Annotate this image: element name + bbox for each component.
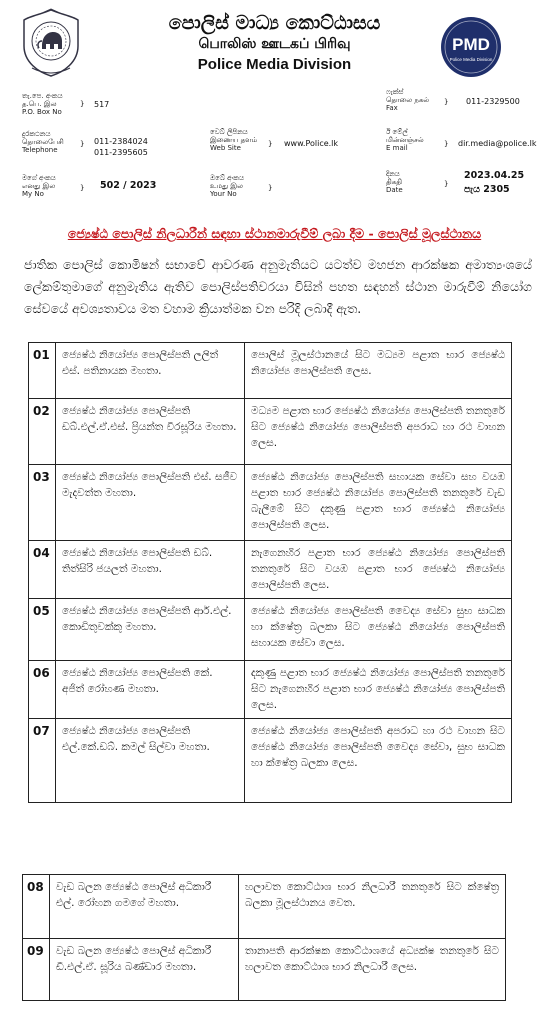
row-number: 05 bbox=[29, 599, 56, 661]
table-row bbox=[29, 719, 512, 803]
my-no-label: මගේ අංකය எனது இல My No bbox=[22, 174, 56, 198]
table-row bbox=[23, 939, 506, 1001]
officer-name: වැඩ බලන ජ්‍යෙෂ්ඨ පොලිස් අධිකාරී එල්. රෝහන ගමගේ මහතා. bbox=[50, 875, 239, 939]
telephone-value-2: 011-2395605 bbox=[94, 148, 148, 157]
officer-name: ජ්‍යෙෂ්ඨ නියෝජ්‍ය පොලිස්පති ආර්.එල්. කොඩිතුවක්කු මහතා. bbox=[56, 599, 245, 661]
transfer-description: හලාවත කොට්ඨාශ භාර නිලධාරී තනතුරේ සිට ක්ෂේත්‍ර බලකා මූලස්ථානය වෙත. bbox=[239, 875, 506, 939]
table-row bbox=[29, 343, 512, 399]
email-value: dir.media@police.lk bbox=[458, 139, 537, 148]
title-sinhala: පොලිස් මාධ්‍ය කොට්ඨාසය bbox=[168, 12, 381, 34]
transfer-description: ජ්‍යෙෂ්ඨ නියෝජ්‍ය පොලිස්පති අපරාධ හා රථ වාහන සිට ජ්‍යෙෂ්ඨ නියෝජ්‍ය පොලිස්පති වෛද්‍ය සේවා, සුභ සාධක හා ක්ෂේත්‍ර බලකා ලෙස. bbox=[245, 719, 512, 803]
pmd-logo-text: PMD bbox=[452, 35, 490, 54]
pmd-logo-subtext: Police Media Division bbox=[449, 57, 493, 62]
pobox-label: තැ.පෙ. අංකය த.பெ. இல P.O. Box No bbox=[22, 92, 63, 116]
my-no-value: 502 / 2023 bbox=[100, 180, 157, 191]
transfer-description: පොලිස් මූලස්ථානයේ සිට මධ්‍යම පළාත භාර ජ්‍යෙෂ්ඨ නියෝජ්‍ය පොලිස්පති ලෙස. bbox=[245, 343, 512, 399]
row-number: 02 bbox=[29, 399, 56, 465]
transfer-description: ජ්‍යෙෂ්ඨ නියෝජ්‍ය පොලිස්පති වෛද්‍ය සේවා සුභ සාධක හා ක්ෂේත්‍ර බලකා සිට ජ්‍යෙෂ්ඨ නියෝජ්‍ය පොලිස්පති සහායක සේවා ලෙස. bbox=[245, 599, 512, 661]
officer-name: ජ්‍යෙෂ්ඨ නියෝජ්‍ය පොලිස්පති ඩබ්.එල්.ඒ.එස්. ප්‍රියන්ත වීරසූරිය මහතා. bbox=[56, 399, 245, 465]
title-tamil: பொலிஸ் ஊடகப் பிரிவு bbox=[198, 36, 351, 52]
pobox-value: 517 bbox=[94, 100, 110, 109]
officer-name: ජ්‍යෙෂ්ඨ නියෝජ්‍ය පොලිස්පති එල්.කේ.ඩබ්. කමල් සිල්වා මහතා. bbox=[56, 719, 245, 803]
pmd-logo-icon bbox=[440, 16, 502, 78]
fax-label: ෆැක්ස් தொலை நகல் Fax bbox=[386, 88, 430, 112]
table-row bbox=[29, 399, 512, 465]
transfer-description: මධ්‍යම පළාත භාර ජ්‍යෙෂ්ඨ නියෝජ්‍ය පොලිස්පති තනතුරේ සිට ජ්‍යෙෂ්ඨ නියෝජ්‍ය පොලිස්පති අපරාධ හා රථ වාහන ලෙස. bbox=[245, 399, 512, 465]
letterhead bbox=[0, 0, 549, 73]
officer-name: ජ්‍යෙෂ්ඨ නියෝජ්‍ය පොලිස්පති ඩබ්. තිත්සිරි ජයලත් මහතා. bbox=[56, 541, 245, 599]
table-row bbox=[29, 541, 512, 599]
date-label: දිනය திகதி Date bbox=[386, 170, 403, 194]
email-label: ඊ මේල් மின்னஞ்சல் E mail bbox=[386, 128, 424, 152]
row-number: 07 bbox=[29, 719, 56, 803]
table-row bbox=[29, 661, 512, 719]
row-number: 03 bbox=[29, 465, 56, 541]
transfer-table-1 bbox=[28, 342, 512, 803]
headline: ජ්‍යෙෂ්ඨ පොලිස් නිලධාරීන් සඳහා ස්ථානමාරුවීම් ලබා දීම - පොලිස් මූලස්ථානය bbox=[67, 226, 482, 241]
transfer-description: තානාපති ආරක්ෂක කොට්ඨාශයේ අධ්‍යක්ෂ තනතුරේ සිට හලාවත කොට්ඨාශ භාර නිලධාරී ලෙස. bbox=[239, 939, 506, 1001]
letter-info-block: තැ.පෙ. අංකය த.பெ. இல P.O. Box No } 517 දුරකථනය தொலைபேசி Telephone } 011-2384024 011-2395605 මගේ අංකය எனது இல My No } 502 / 2023 වෙබ් ලිපිනය இணைய தளம் Web Site } www.Police.lk ඔබේ අංකය உமது இல Your No } ෆැක්ස් தொலை நகல் Fax } 011-2329500 ඊ මේල් மின்னஞ்சல் E mail } dir.media@police.lk දිනය திகதி Date } 2023.04.25 පැය 2305 bbox=[22, 88, 537, 198]
website-value: www.Police.lk bbox=[284, 139, 339, 148]
transfer-table-2 bbox=[22, 874, 506, 1001]
officer-name: වැඩ බලන ජ්‍යෙෂ්ඨ පොලිස් අධිකාරී ඩී.එල්.ඒ. සූරිය බණ්ඩාර මහතා. bbox=[50, 939, 239, 1001]
row-number: 08 bbox=[23, 875, 50, 939]
table-row bbox=[29, 599, 512, 661]
telephone-value-1: 011-2384024 bbox=[94, 137, 148, 146]
row-number: 09 bbox=[23, 939, 50, 1001]
row-number: 06 bbox=[29, 661, 56, 719]
transfer-description: දකුණු පළාත භාර ජ්‍යෙෂ්ඨ නියෝජ්‍ය පොලිස්පති තනතුරේ සිට නැගෙනහිර පළාත භාර ජ්‍යෙෂ්ඨ නියෝජ්‍ය පොලිස්පති ලෙස. bbox=[245, 661, 512, 719]
table-row bbox=[29, 465, 512, 541]
transfer-description: නැගෙනහිර පළාත භාර ජ්‍යෙෂ්ඨ නියෝජ්‍ය පොලිස්පති තනතුරේ සිට වයඹ පළාත භාර ජ්‍යෙෂ්ඨ නියෝජ්‍ය පොලිස්පති ලෙස. bbox=[245, 541, 512, 599]
intro-paragraph: ජාතික පොලිස් කොමිෂන් සභාවේ ආවරණ අනුමැතියට යටත්ව මහජන ආරක්ෂක අමාත්‍යංශයේ ලේකම්තුමාගේ අනුමැතිය ඇතිව පොලිස්පතිවරයා විසින් පහත සඳහන් ස්ථාන මාරුවීම් නියෝග සේවයේ අවශ්‍යතාවය මත වහාම ක්‍රියාත්මක වන පරිදි ලබාදී ඇත. bbox=[24, 257, 532, 316]
date-value: 2023.04.25 bbox=[464, 170, 525, 181]
officer-name: ජ්‍යෙෂ්ඨ නියෝජ්‍ය පොලිස්පති කේ. අජිත් රෝහණ මහතා. bbox=[56, 661, 245, 719]
row-number: 04 bbox=[29, 541, 56, 599]
website-label: වෙබ් ලිපිනය இணைய தளம் Web Site bbox=[210, 128, 258, 152]
officer-name: ජ්‍යෙෂ්ඨ නියෝජ්‍ය පොලිස්පති ලලිත් එස්. පතිනායක මහතා. bbox=[56, 343, 245, 399]
row-number: 01 bbox=[29, 343, 56, 399]
officer-name: ජ්‍යෙෂ්ඨ නියෝජ්‍ය පොලිස්පති එස්. සජීව මැදවත්ත මහතා. bbox=[56, 465, 245, 541]
table-row bbox=[23, 875, 506, 939]
transfer-description: ජ්‍යෙෂ්ඨ නියෝජ්‍ය පොලිස්පති සහායක සේවා සහ වයඹ පළාත භාර ජ්‍යෙෂ්ඨ නියෝජ්‍ය පොලිස්පති තනතුරේ වැඩ බැලීමේ සිට දකුණු පළාත භාර ජ්‍යෙෂ්ඨ නියෝජ්‍ය පොලිස්පති ලෙස. bbox=[245, 465, 512, 541]
title-english: Police Media Division bbox=[197, 56, 352, 73]
telephone-label: දුරකථනය தொலைபேசி Telephone bbox=[22, 130, 64, 154]
time-value: පැය 2305 bbox=[464, 184, 510, 195]
your-no-label: ඔබේ අංකය உமது இல Your No bbox=[210, 174, 244, 198]
fax-value: 011-2329500 bbox=[466, 97, 520, 106]
